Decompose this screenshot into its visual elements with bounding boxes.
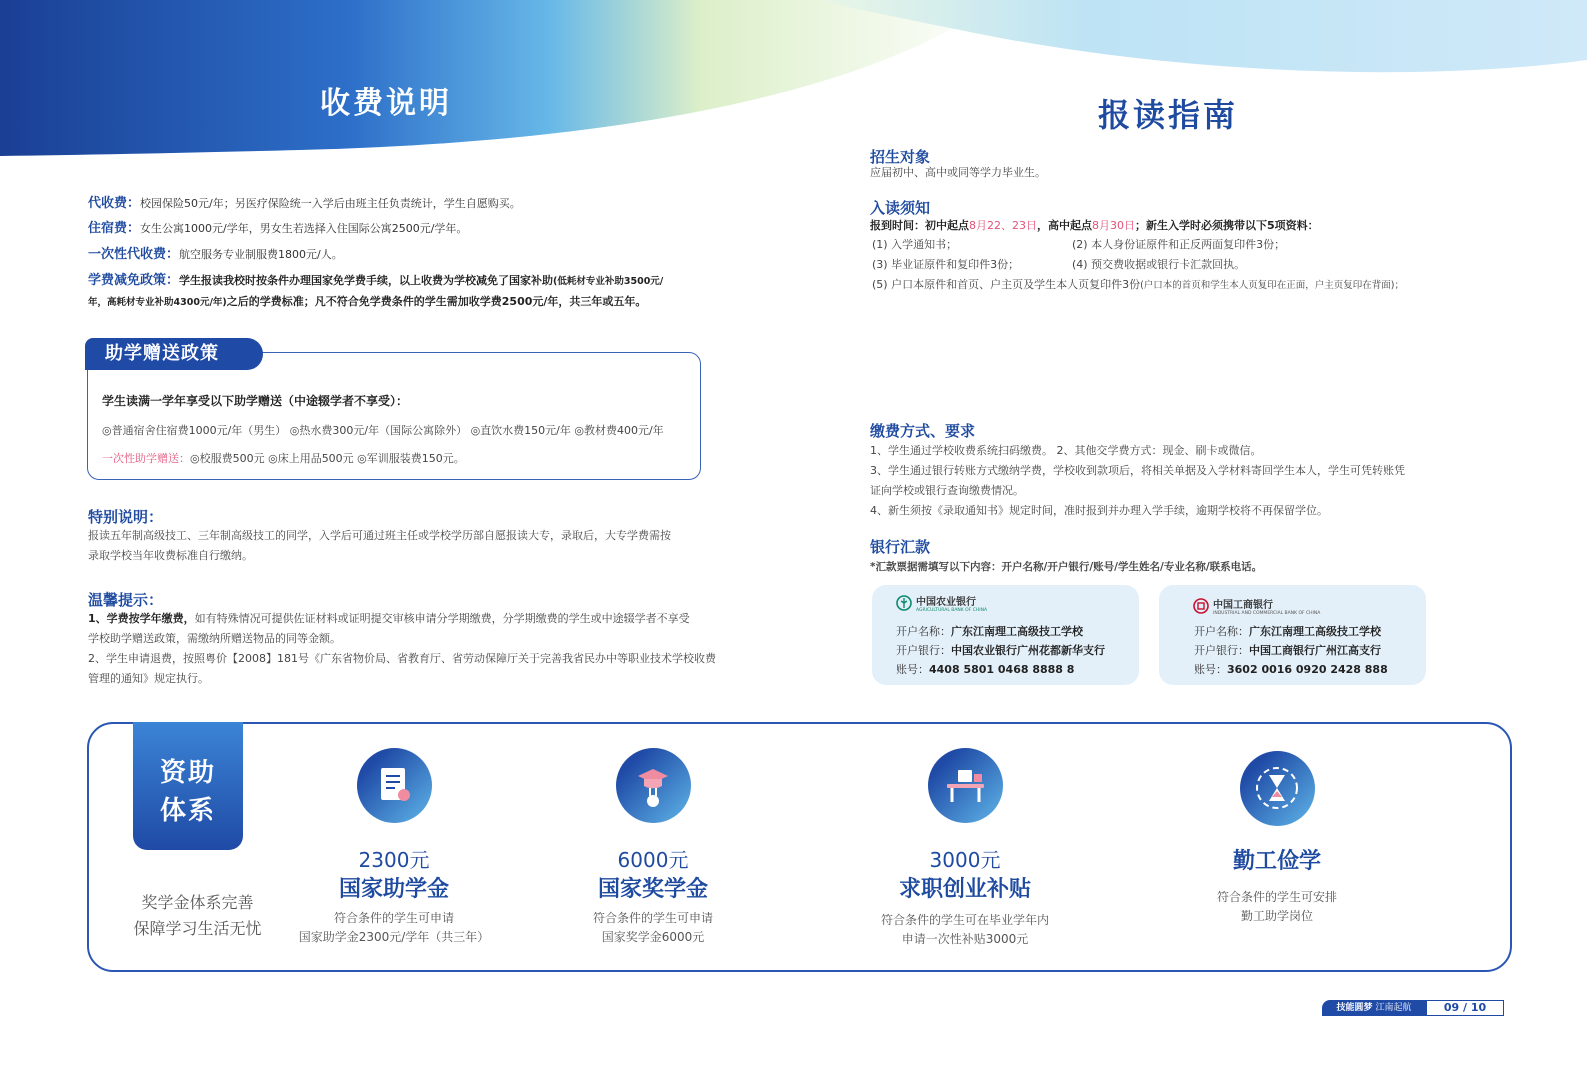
target-text: 应届初中、高中或同等学力毕业生。 — [870, 166, 1046, 179]
bank-note: *汇款票据需填写以下内容：开户名称/开户银行/账号/学生姓名/专业名称/联系电话。 — [870, 561, 1263, 573]
icbc-logo: 中国工商银行 INDUSTRIAL AND COMMERCIAL BANK OF CHINA — [1193, 596, 1320, 616]
abc-logo-icon — [896, 595, 912, 611]
notice-item-4: (4) 预交费收据或银行卡汇款回执。 — [1072, 258, 1246, 271]
icbc-logo-icon — [1193, 598, 1209, 614]
tuition-waiver-policy: 学费减免政策：学生报读我校时按条件办理国家免学费手续，以上收费为学校减免了国家补助(低耗材专业补助3500元/ 年，高耗材专业补助4300元/年)之后的学费标准；凡不符合免学费条件的学生需加收学费2500元/年，共三年或五年。 — [88, 273, 664, 308]
page-number: 09 / 10 — [1426, 1000, 1504, 1016]
registration-time: 报到时间：初中起点8月22、23日，高中起点8月30日；新生入学时必须携带以下5项资料： — [870, 219, 1319, 232]
target-heading: 招生对象 — [870, 148, 931, 166]
payment-heading: 缴费方式、要求 — [870, 422, 976, 440]
scholarship-name: 国家奖学金 — [597, 877, 708, 902]
aid-policy-heading: 学生读满一学年享受以下助学赠送（中途辍学者不享受）： — [102, 394, 409, 408]
aid-policy-items: ◎普通宿舍住宿费1000元/年（男生） ◎热水费300元/年（国际公寓除外） ◎直饮水费150元/年 ◎教材费400元/年 — [102, 424, 664, 437]
hourglass-icon — [1240, 751, 1315, 826]
accommodation-fee-line: 住宿费：女生公寓1000元/学年，男女生若选择入住国际公寓2500元/学年。 — [88, 221, 468, 236]
grant-amount: 2300元 — [358, 848, 430, 872]
abc-account-info: 开户名称：广东江南理工高级技工学校 开户银行：中国农业银行广州花都新华支行 账号：4408 5801 0468 8888 8 — [896, 625, 1105, 676]
tips-text: 1、学费按学年缴费，如有特殊情况可提供佐证材料或证明提交审核申请分学期缴费，分学期缴费的学生或中途辍学者不享受 学校助学赠送政策，需缴纳所赠送物品的同等金额。 2、学生申请退费，按照粤价【2008】181号《广东省物价局、省教育厅、省劳动保障厅关于完善我省民办中等职业技术学校收费 管理的通知》规定执行。 — [88, 612, 716, 685]
scholarship-amount: 6000元 — [617, 848, 689, 872]
work-study-name: 勤工俭学 — [1232, 849, 1321, 874]
icbc-account-info: 开户名称：广东江南理工高级技工学校 开户银行：中国工商银行广州江高支行 账号：3602 0016 0920 2428 888 — [1194, 625, 1388, 676]
icbc-bank-card — [1159, 585, 1426, 685]
scholarship-desc: 符合条件的学生可申请 国家奖学金6000元 — [592, 911, 713, 944]
grant-desc: 符合条件的学生可申请 国家助学金2300元/学年（共三年） — [298, 911, 490, 944]
aid-policy-tag: 助学赠送政策 — [85, 338, 263, 370]
aid-one-time-items: 一次性助学赠送：◎校服费500元 ◎床上用品500元 ◎军训服装费150元。 — [102, 452, 465, 465]
job-subsidy-amount: 3000元 — [929, 848, 1001, 872]
abc-logo: 中国农业银行 AGRICULTURAL BANK OF CHINA — [896, 593, 987, 613]
aid-system-slogan: 奖学金体系完善 保障学习生活无忧 — [133, 893, 262, 938]
fee-collection-line: 代收费：校园保险50元/年；另医疗保险统一入学后由班主任负责统计，学生自愿购买。 — [88, 196, 521, 211]
work-study-desc: 符合条件的学生可安排 勤工助学岗位 — [1216, 890, 1337, 923]
notice-item-3: (3) 毕业证原件和复印件3份； — [872, 258, 1020, 271]
footer-slogan: 技能圆梦 江南起航 — [1322, 1000, 1426, 1016]
left-page-title: 收费说明 — [320, 86, 452, 121]
notice-item-2: (2) 本人身份证原件和正反两面复印件3份； — [1072, 238, 1286, 251]
bank-heading: 银行汇款 — [870, 538, 931, 556]
abc-bank-card — [872, 585, 1139, 685]
job-subsidy-desc: 符合条件的学生可在毕业学年内 申请一次性补贴3000元 — [880, 913, 1049, 946]
job-subsidy-name: 求职创业补贴 — [898, 877, 1031, 902]
special-note-text: 报读五年制高级技工、三年制高级技工的同学，入学后可通过班主任或学校学历部自愿报读大专，录取后，大专学费需按 录取学校当年收费标准自行缴纳。 — [88, 529, 671, 562]
certificate-icon — [357, 748, 432, 823]
payment-text: 1、学生通过学校收费系统扫码缴费。 2、其他交学费方式：现金、刷卡或微信。 3、学生通过银行转账方式缴纳学费，学校收到款项后，将相关单据及入学材料寄回学生本人，学生可凭转账凭 证向学校或银行查询缴费情况。 4、新生须按《录取通知书》规定时间，准时报到并办理入学手续，逾期学校将不再保留学位。 — [870, 444, 1405, 517]
page-footer — [1322, 1000, 1504, 1016]
grant-name: 国家助学金 — [338, 877, 449, 902]
special-note-heading: 特别说明： — [88, 508, 164, 526]
notice-item-5: (5) 户口本原件和首页、户主页及学生本人页复印件3份(户口本的首页和学生本人页复印在正面，户主页复印在背面)； — [872, 278, 1404, 291]
graduation-medal-icon — [616, 748, 691, 823]
desk-icon — [928, 748, 1003, 823]
notice-heading: 入读须知 — [870, 199, 931, 217]
aid-system-tag: 资助 体系 — [133, 722, 243, 850]
right-page-title: 报读指南 — [1098, 96, 1239, 134]
header-wave-background — [0, 0, 1587, 170]
one-time-fee-line: 一次性代收费：航空服务专业制服费1800元/人。 — [88, 247, 343, 262]
notice-item-1: (1) 入学通知书； — [872, 238, 958, 251]
tips-heading: 温馨提示： — [88, 591, 164, 609]
